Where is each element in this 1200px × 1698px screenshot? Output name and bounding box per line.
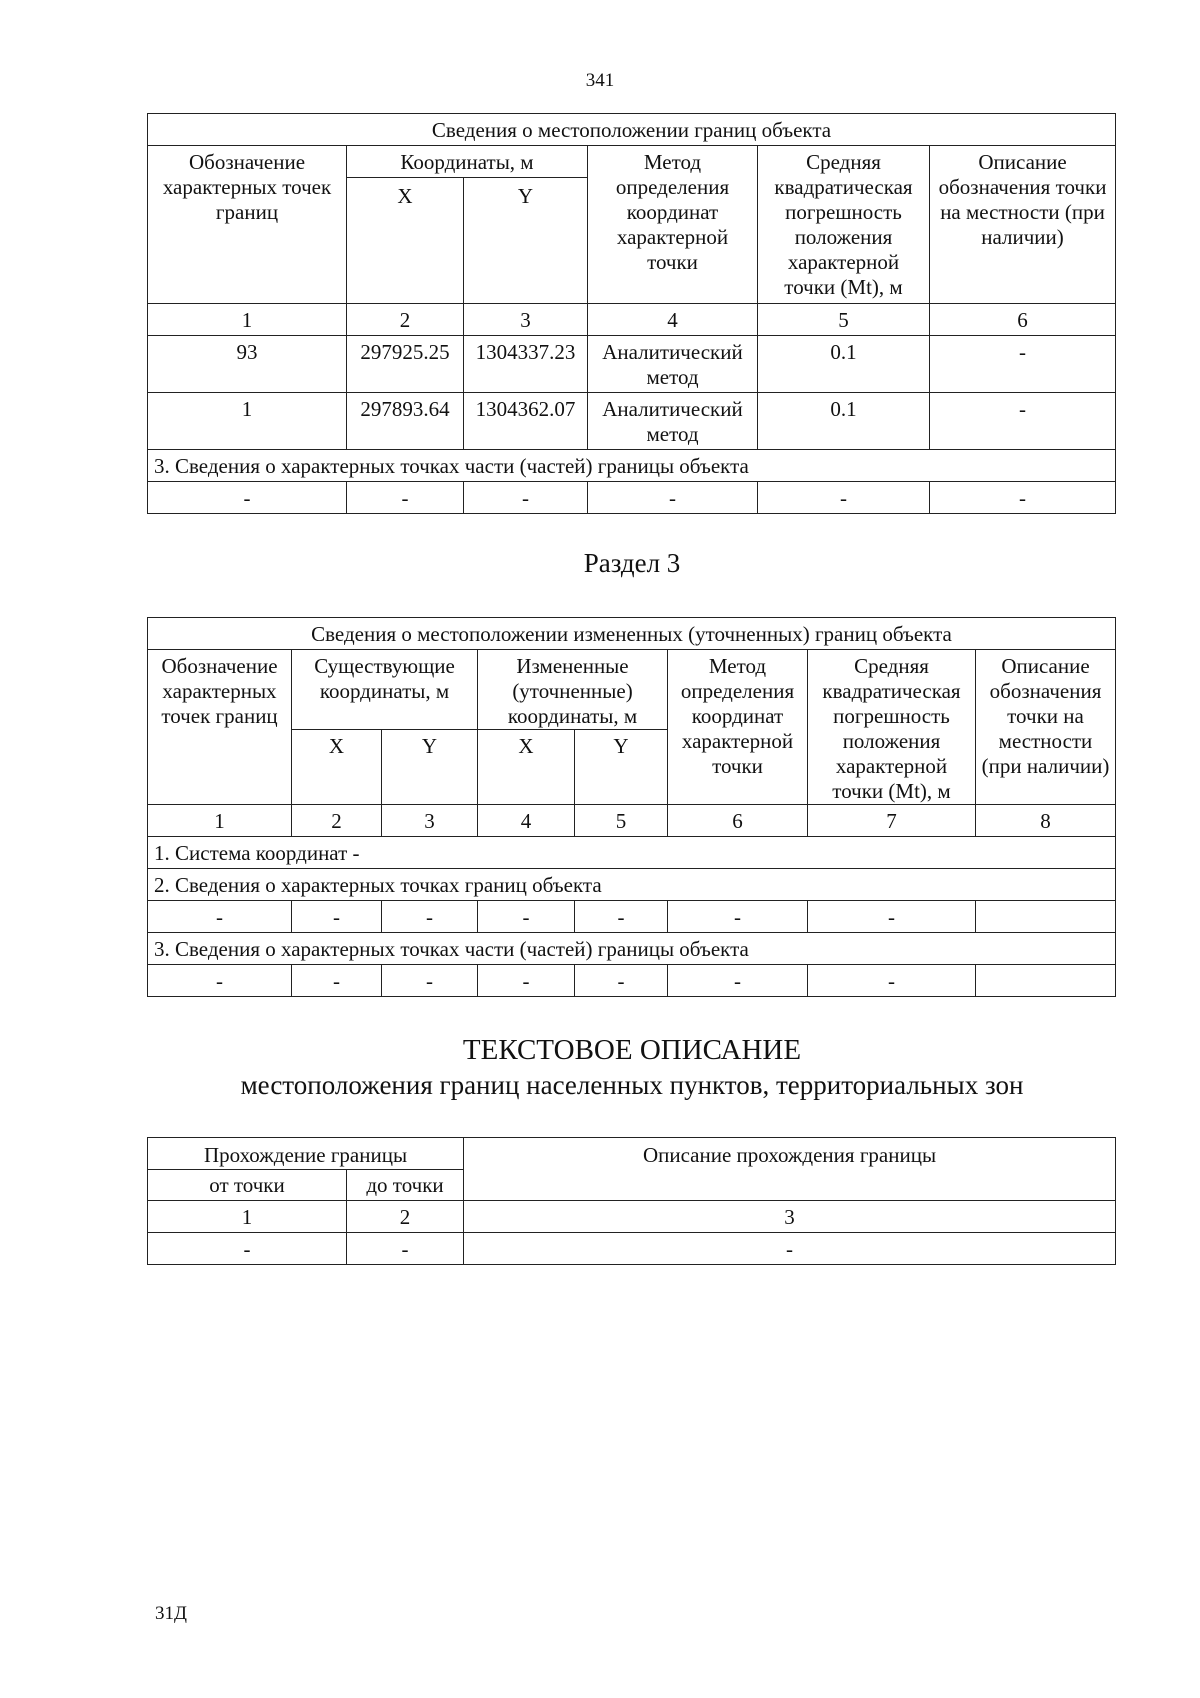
- column-number: 5: [575, 805, 668, 837]
- table-cell: -: [668, 901, 808, 933]
- column-number: 2: [292, 805, 382, 837]
- section-heading: Раздел 3: [583, 548, 681, 578]
- page-number: 341: [585, 70, 615, 91]
- column-numbers-row: [148, 805, 1116, 837]
- column-number: 7: [808, 805, 976, 837]
- header-y: Y: [382, 730, 478, 805]
- table-cell: -: [575, 901, 668, 933]
- table-cell: [976, 965, 1116, 997]
- cell-description: -: [930, 336, 1116, 393]
- column-number: 1: [148, 805, 292, 837]
- table-cell: -: [347, 482, 464, 514]
- section-title: 1. Система координат -: [148, 837, 1116, 869]
- header-x: X: [347, 178, 464, 304]
- cell-method: Аналитический метод: [588, 336, 758, 393]
- table-row: [148, 336, 1116, 393]
- footer-code: 31Д: [155, 1603, 187, 1624]
- table-cell: -: [382, 901, 478, 933]
- table-cell: -: [148, 482, 347, 514]
- column-number: 1: [148, 304, 347, 336]
- section-title: 3. Сведения о характерных точках части (частей) границы объекта: [148, 450, 1116, 482]
- header-passage-description: Описание прохождения границы: [464, 1138, 1116, 1201]
- cell-error: 0.1: [758, 393, 930, 450]
- header-passage: Прохождение границы: [148, 1138, 464, 1170]
- header-points: Обозначение характерных точек границ: [148, 146, 347, 304]
- table-cell: -: [464, 482, 588, 514]
- table-cell: -: [464, 1233, 1116, 1265]
- cell-x: 297893.64: [347, 393, 464, 450]
- column-number: 6: [668, 805, 808, 837]
- table-cell: -: [668, 965, 808, 997]
- table-cell: -: [808, 901, 976, 933]
- column-numbers-row: [148, 1201, 1116, 1233]
- section-title: 3. Сведения о характерных точках части (частей) границы объекта: [148, 933, 1116, 965]
- header-coords: Координаты, м: [347, 146, 588, 178]
- column-number: 4: [588, 304, 758, 336]
- table-row: [148, 482, 1116, 514]
- table-cell: -: [148, 965, 292, 997]
- header-y: Y: [575, 730, 668, 805]
- table-cell: -: [148, 901, 292, 933]
- table-cell: [976, 901, 1116, 933]
- header-x: X: [292, 730, 382, 805]
- cell-point: 93: [148, 336, 347, 393]
- table-cell: -: [575, 965, 668, 997]
- header-method: Метод определения координат характерной точки: [588, 146, 758, 304]
- cell-error: 0.1: [758, 336, 930, 393]
- column-number: 4: [478, 805, 575, 837]
- header-points: Обозначение характерных точек границ: [148, 650, 292, 805]
- table-cell: -: [347, 1233, 464, 1265]
- table-row: [148, 965, 1116, 997]
- column-number: 3: [464, 1201, 1116, 1233]
- header-to-point: до точки: [347, 1170, 464, 1201]
- column-number: 2: [347, 1201, 464, 1233]
- column-number: 5: [758, 304, 930, 336]
- header-existing: Существующие координаты, м: [292, 650, 478, 730]
- cell-point: 1: [148, 393, 347, 450]
- header-method: Метод определения координат характерной точки: [668, 650, 808, 805]
- table-cell: -: [808, 965, 976, 997]
- cell-y: 1304362.07: [464, 393, 588, 450]
- table-cell: -: [478, 965, 575, 997]
- table-cell: -: [588, 482, 758, 514]
- header-description: Описание обозначения точки на местности (при наличии): [930, 146, 1116, 304]
- table-cell: -: [292, 965, 382, 997]
- table-row: [148, 901, 1116, 933]
- cell-y: 1304337.23: [464, 336, 588, 393]
- table-cell: -: [148, 1233, 347, 1265]
- table-cell: -: [382, 965, 478, 997]
- table-row: [148, 393, 1116, 450]
- column-number: 8: [976, 805, 1116, 837]
- cell-description: -: [930, 393, 1116, 450]
- column-numbers-row: [148, 304, 1116, 336]
- boundary-description-table: [147, 1137, 1116, 1265]
- text-description-title: ТЕКСТОВОЕ ОПИСАНИЕ: [462, 1034, 802, 1066]
- table-title: Сведения о местоположении измененных (уточненных) границ объекта: [148, 618, 1116, 650]
- table-cell: -: [478, 901, 575, 933]
- changed-boundary-points-table: [147, 617, 1116, 997]
- cell-method: Аналитический метод: [588, 393, 758, 450]
- column-number: 2: [347, 304, 464, 336]
- section-title: 2. Сведения о характерных точках границ объекта: [148, 869, 1116, 901]
- table-cell: -: [292, 901, 382, 933]
- table-row: [148, 1233, 1116, 1265]
- cell-x: 297925.25: [347, 336, 464, 393]
- table-cell: -: [758, 482, 930, 514]
- column-number: 3: [382, 805, 478, 837]
- header-changed: Измененные (уточненные) координаты, м: [478, 650, 668, 730]
- header-error: Средняя квадратическая погрешность положения характерной точки (Mt), м: [808, 650, 976, 805]
- header-x: X: [478, 730, 575, 805]
- table-cell: -: [930, 482, 1116, 514]
- column-number: 6: [930, 304, 1116, 336]
- table-title: Сведения о местоположении границ объекта: [148, 114, 1116, 146]
- header-y: Y: [464, 178, 588, 304]
- text-description-subtitle: местоположения границ населенных пунктов, территориальных зон: [240, 1070, 1024, 1100]
- column-number: 3: [464, 304, 588, 336]
- header-from-point: от точки: [148, 1170, 347, 1201]
- header-error: Средняя квадратическая погрешность положения характерной точки (Mt), м: [758, 146, 930, 304]
- header-description: Описание обозначения точки на местности (при наличии): [976, 650, 1116, 805]
- boundary-points-table: [147, 113, 1116, 514]
- column-number: 1: [148, 1201, 347, 1233]
